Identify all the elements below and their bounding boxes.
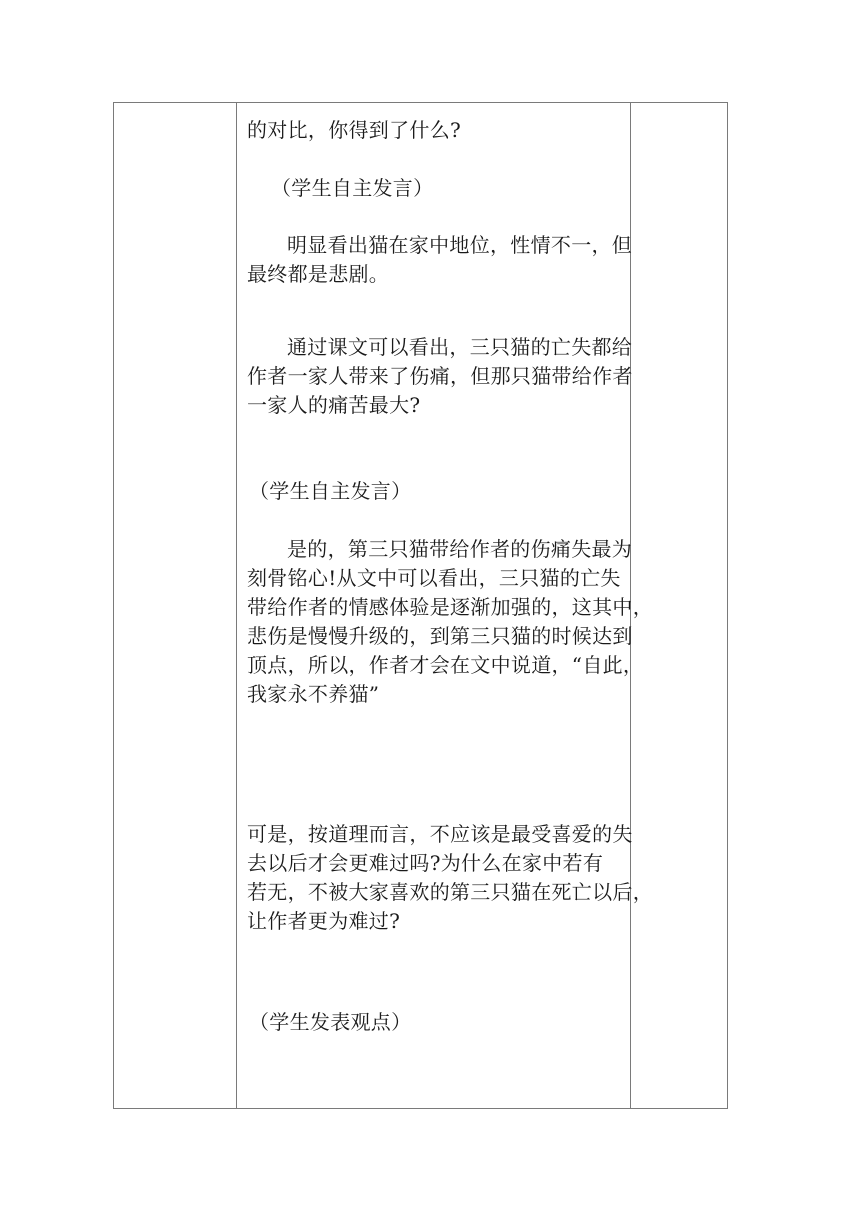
text-line: 作者一家人带来了伤痛，但那只猫带给作者 (247, 364, 633, 388)
text-line: 是的，第三只猫带给作者的伤痛失最为 (287, 537, 633, 561)
text-line: 一家人的痛苦最大? (247, 393, 421, 417)
paragraph-question-continuation (247, 116, 640, 145)
text-line: 的对比，你得到了什么? (247, 118, 462, 142)
text-line: 刻骨铭心!从文中可以看出，三只猫的亡失 (247, 566, 621, 590)
paragraph-question-why (247, 820, 653, 936)
text-line: 通过课文可以看出，三只猫的亡失都给 (287, 335, 633, 359)
text-line: 明显看出猫在家中地位，性情不一，但 (287, 233, 633, 257)
paragraph-third-cat-explanation (247, 535, 653, 709)
content-cell (237, 103, 653, 1108)
text-line: 带给作者的情感体验是逐渐加强的，这其中， (247, 595, 653, 619)
text-line: 悲伤是慢慢升级的，到第三只猫的时候达到 (247, 624, 633, 648)
paragraph-question-greatest-pain (247, 333, 640, 420)
paragraph-student-response-1 (271, 174, 664, 203)
text-line: （学生自主发言） (249, 479, 412, 503)
paragraph-student-response-3 (249, 1008, 642, 1037)
text-line: 顶点，所以，作者才会在文中说道，“自此， (247, 653, 644, 677)
text-line: 我家永不养猫” (247, 682, 380, 706)
text-line: 让作者更为难过? (247, 909, 401, 933)
text-line: 最终都是悲剧。 (247, 262, 390, 286)
text-line: 若无，不被大家喜欢的第三只猫在死亡以后， (247, 880, 653, 904)
text-line: （学生自主发言） (271, 176, 434, 200)
paragraph-observation (247, 231, 640, 289)
paragraph-student-response-2 (249, 477, 642, 506)
text-line: 可是，按道理而言，不应该是最受喜爱的失 (247, 822, 633, 846)
text-line: （学生发表观点） (249, 1010, 412, 1034)
text-line: 去以后才会更难过吗?为什么在家中若有 (247, 851, 604, 875)
lesson-plan-table (113, 102, 728, 1109)
